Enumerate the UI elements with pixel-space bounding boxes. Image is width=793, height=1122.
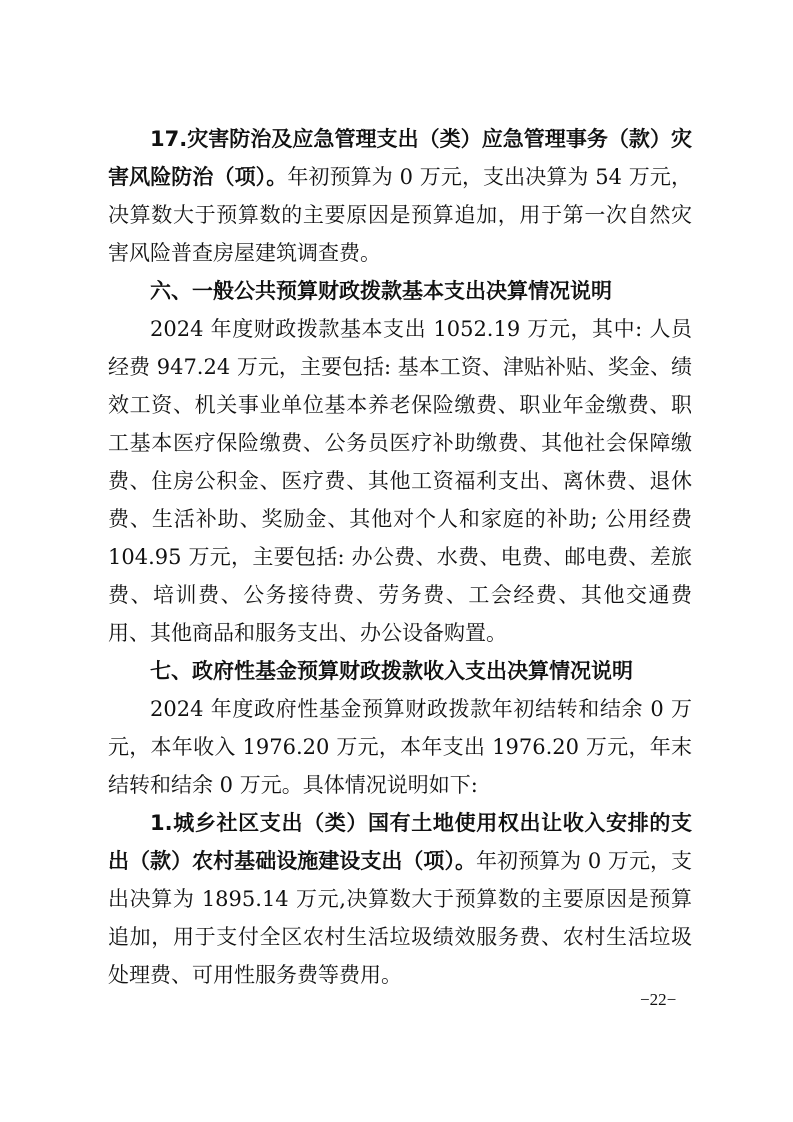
page-number: −22− (640, 990, 677, 1009)
page-content (108, 120, 692, 994)
item-17-title: 17.灾害防治及应急管理支出（类）应急管理事务（款）灾害风险防治（项）。 (108, 127, 692, 189)
item-17-paragraph (108, 120, 692, 272)
section-6-heading: 六、一般公共预算财政拨款基本支出决算情况说明 (150, 279, 612, 303)
item-17-text: 年初预算为 0 万元，支出决算为 54 万元，决算数大于预算数的主要原因是预算追加，用于第一次自然灾害风险普查房屋建筑调查费。 (108, 165, 692, 265)
section-7-body: 2024 年度政府性基金预算财政拨款年初结转和结余 0 万元，本年收入 1976.20 万元，本年支出 1976.20 万元，年末结转和结余 0 万元。具体情况说明如下: (108, 697, 692, 797)
section-7-heading: 七、政府性基金预算财政拨款收入支出决算情况说明 (150, 659, 633, 683)
section-7-item-1-title: 1.城乡社区支出（类）国有土地使用权出让收入安排的支出（款）农村基础设施建设支出（项）。 (108, 811, 692, 873)
section-7-item-1-paragraph (108, 804, 692, 994)
section-6-body: 2024 年度财政拨款基本支出 1052.19 万元，其中: 人员经费 947.24 万元，主要包括: 基本工资、津贴补贴、奖金、绩效工资、机关事业单位基本养老保险缴费、职业年金缴费、职工基本医疗保险缴费、公务员医疗补助缴费、其他社会保障缴费、住房公积金、医疗费、其他工资福利支出、离休费、退休费、生活补助、奖励金、其他对个人和家庭的补助; 公用经费 104.95 万元，主要包括: 办公费、水费、电费、邮电费、差旅费、培训费、公务接待费、劳务费、工会经费、其他交通费用、其他商品和服务支出、办公设备购置。 (108, 317, 692, 645)
section-7-item-1-text: 年初预算为 0 万元，支出决算为 1895.14 万元,决算数大于预算数的主要原因是预算追加，用于支付全区农村生活垃圾绩效服务费、农村生活垃圾处理费、可用性服务费等费用。 (108, 849, 693, 987)
